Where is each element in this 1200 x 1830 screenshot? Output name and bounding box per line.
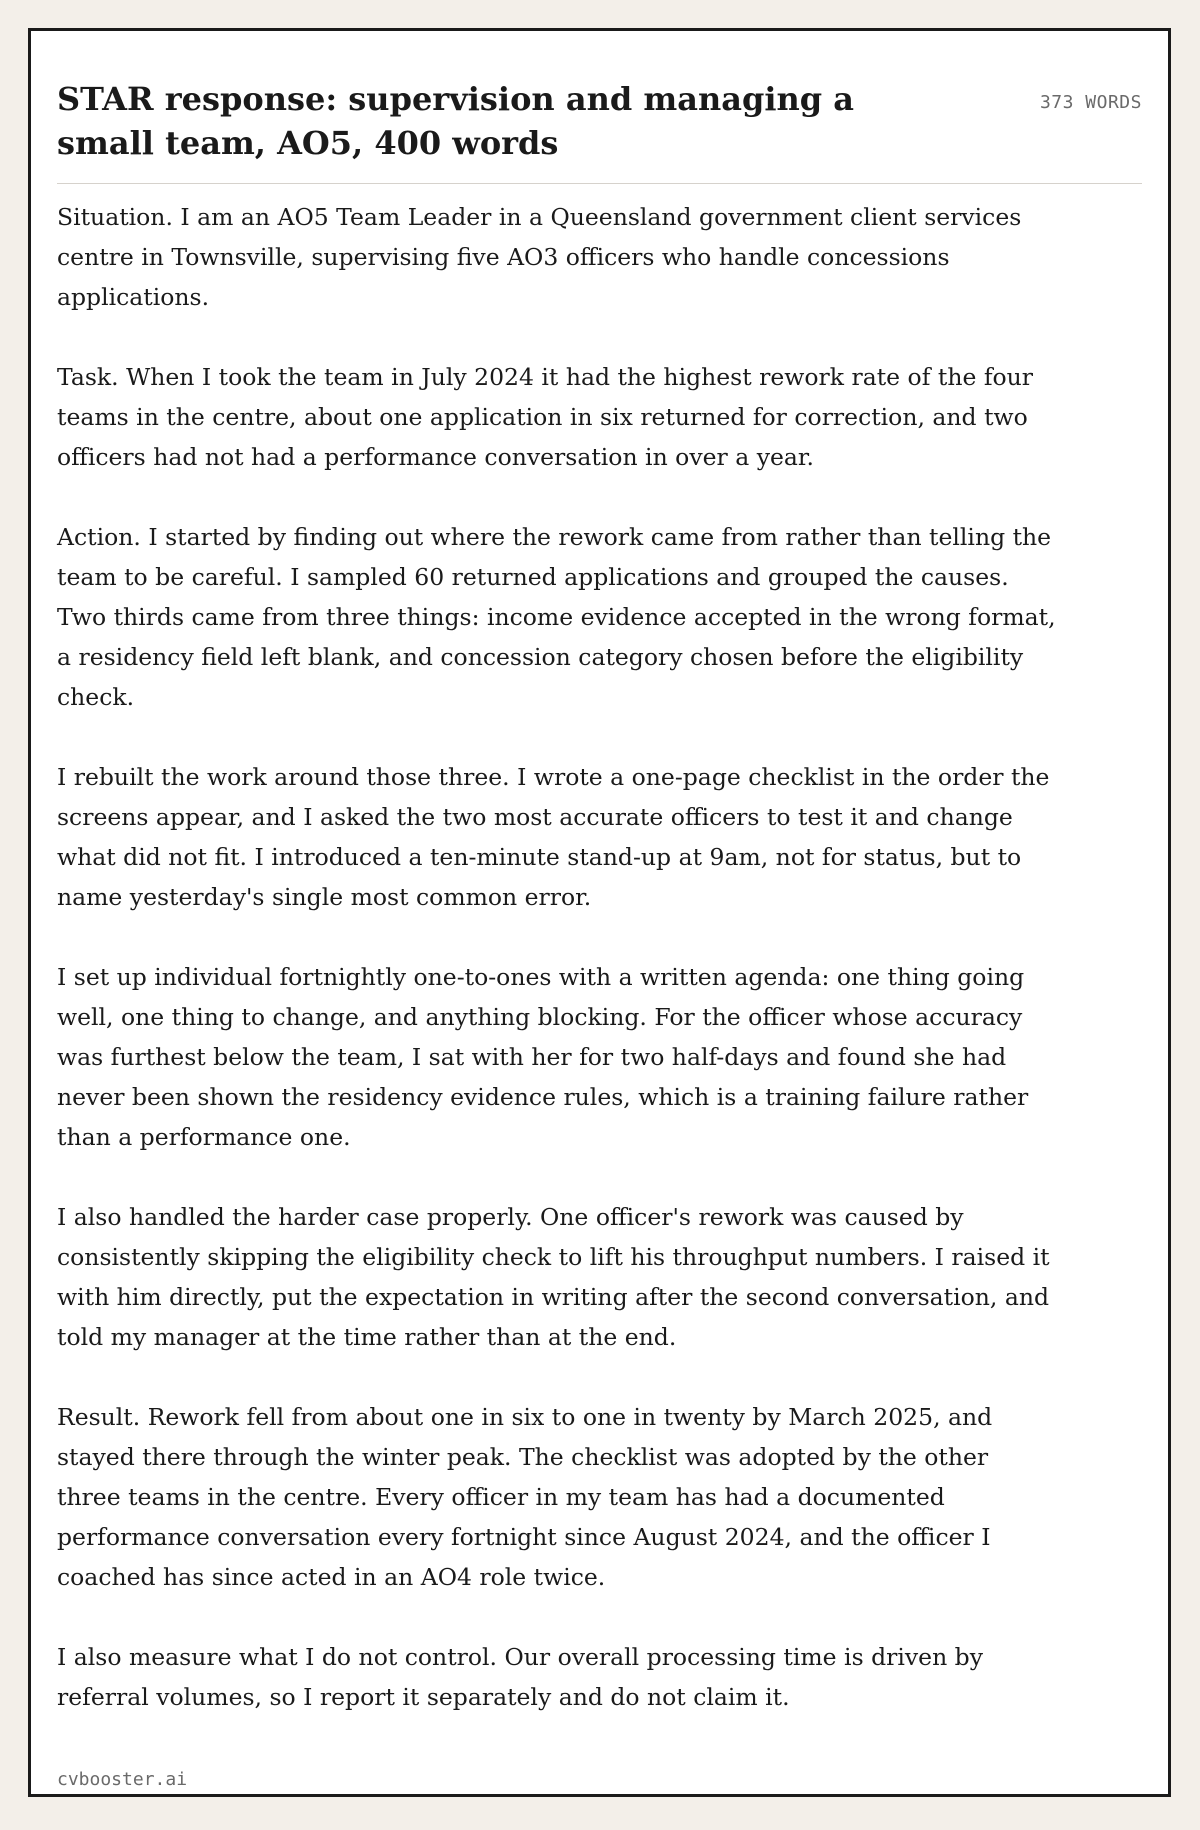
paragraph-task: Task. When I took the team in July 2024 it had the highest rework rate of the four teams in the centre, about one application in six returned for correction, and two officers had not had a performance conversation in over a year. bbox=[57, 363, 1034, 471]
document-header bbox=[57, 53, 1142, 184]
document-title: STAR response: supervision and managing a small team, AO5, 400 words bbox=[57, 80, 854, 162]
footer-brand: cvbooster.ai bbox=[57, 1769, 188, 1790]
paragraph-measure: I also measure what I do not control. Our overall processing time is driven by referral volumes, so I report it separately and do not claim it. bbox=[57, 1643, 984, 1711]
paragraph-result: Result. Rework fell from about one in six to one in twenty by March 2025, and stayed there through the winter peak. The checklist was adopted by the other three teams in the centre. Every officer in my team has had a documented performance conversation every fortnight since August 2024, and the officer I coached has since acted in an AO4 role twice. bbox=[57, 1403, 993, 1591]
paragraph-situation: Situation. I am an AO5 Team Leader in a Queensland government client services centre in Townsville, supervising five AO3 officers who handle concessions applications. bbox=[57, 203, 1022, 311]
document-body bbox=[57, 197, 1057, 1757]
paragraph-checklist: I rebuilt the work around those three. I wrote a one-page checklist in the order the screens appear, and I asked the two most accurate officers to test it and change what did not fit. I introduced a ten-minute stand-up at 9am, not for status, but to name yesterday's single most common error. bbox=[57, 763, 1050, 911]
paragraph-action: Action. I started by finding out where the rework came from rather than telling the team to be careful. I sampled 60 returned applications and grouped the causes. Two thirds came from three things: income evidence accepted in the wrong format, a residency field left blank, and concession category chosen before the eligibility check. bbox=[57, 523, 1056, 711]
paragraph-one-to-ones: I set up individual fortnightly one-to-ones with a written agenda: one thing going well, one thing to change, and anything blocking. For the officer whose accuracy was furthest below the team, I sat with her for two half-days and found she had never been shown the residency evidence rules, which is a training failure rather than a performance one. bbox=[57, 963, 1029, 1151]
document-card bbox=[28, 28, 1171, 1797]
paragraph-harder-case: I also handled the harder case properly. One officer's rework was caused by consistently skipping the eligibility check to lift his throughput numbers. I raised it with him directly, put the expectation in writing after the second conversation, and told my manager at the time rather than at the end. bbox=[57, 1203, 1050, 1351]
word-count: 373 WORDS bbox=[1039, 92, 1142, 113]
